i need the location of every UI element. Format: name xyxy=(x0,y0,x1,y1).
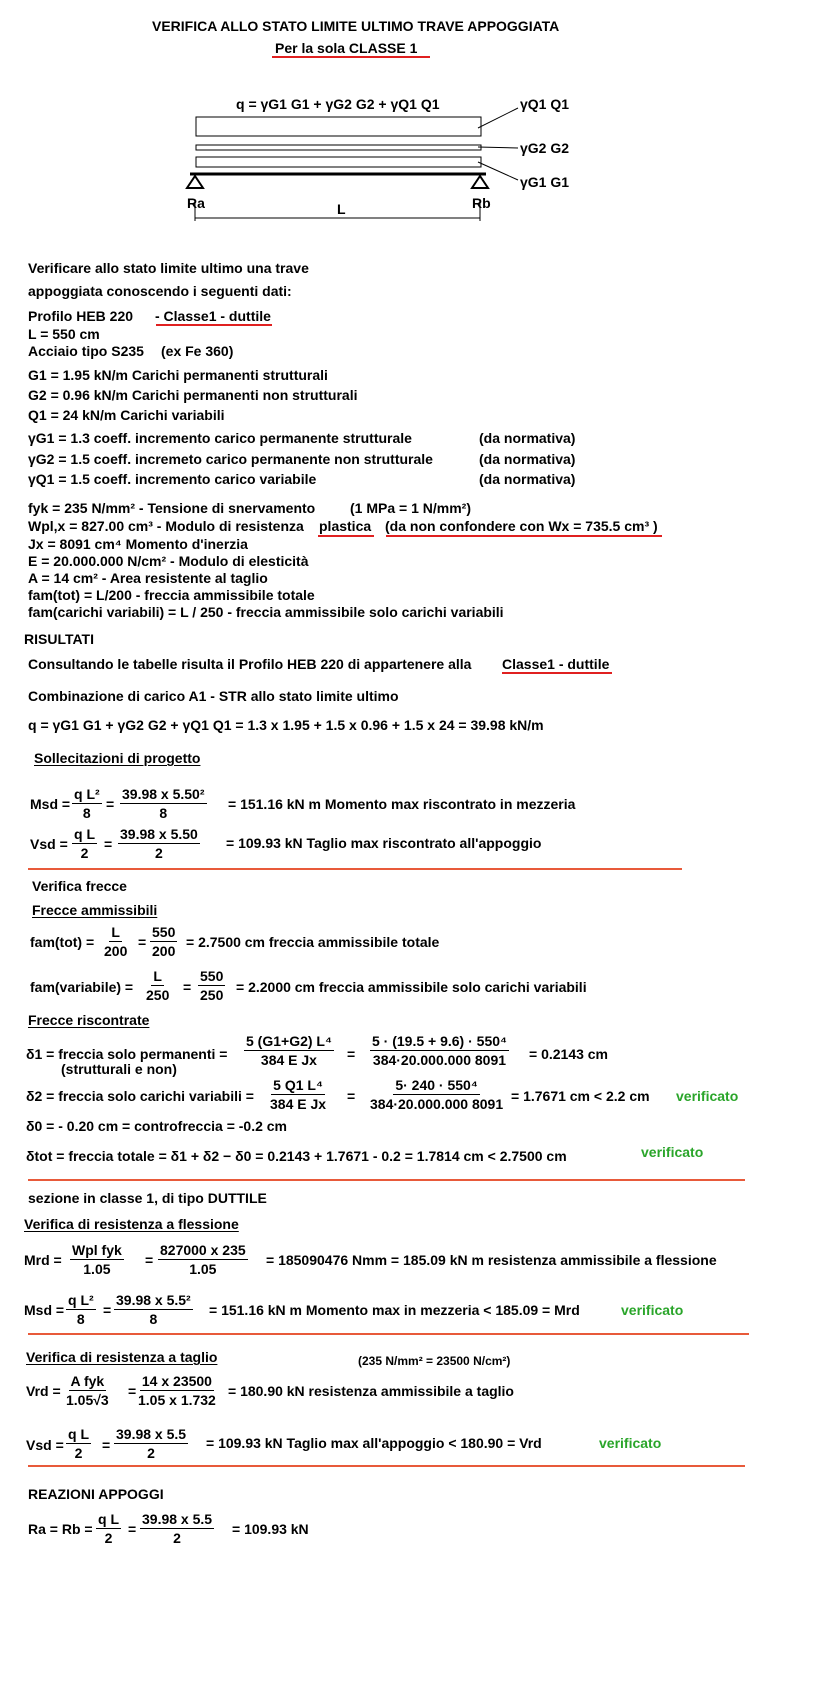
data-l: L = 550 cm xyxy=(28,326,100,342)
section-divider xyxy=(28,1179,745,1181)
vsd-fraction-1: $\frac{\text{q L}}{2}$ xyxy=(74,826,95,861)
sezione-classe: sezione in classe 1, di tipo DUTTILE xyxy=(28,1190,267,1206)
msd-label: Msd = xyxy=(30,796,71,812)
famvar-fraction-1: $\frac{L}{250}$ xyxy=(146,968,170,1003)
vrd-result: = 180.90 kN resistenza ammissibile a taglio xyxy=(228,1383,514,1399)
data-fam-tot: fam(tot) = L/200 - freccia ammissibile totale xyxy=(28,587,315,603)
data-fyk-note: (1 MPa = 1 N/mm²) xyxy=(350,500,471,516)
data-gamma-g1: γG1 = 1.3 coeff. incremento carico permanente strutturale xyxy=(28,430,412,446)
reazioni-result: = 109.93 kN xyxy=(232,1521,309,1537)
data-g2: G2 = 0.96 kN/m Carichi permanenti non strutturali xyxy=(28,387,358,403)
label-span: L xyxy=(337,201,346,217)
results-q-formula: q = γG1 G1 + γG2 G2 + γQ1 Q1 = 1.3 x 1.95 + 1.5 x 0.96 + 1.5 x 24 = 39.98 kN/m xyxy=(28,717,544,733)
delta0-line: δ0 = - 0.20 cm = controfreccia = -0.2 cm xyxy=(26,1118,288,1134)
taglio-heading: Verifica di resistenza a taglio xyxy=(26,1349,218,1365)
taglio-note: (235 N/mm² = 23500 N/cm²) xyxy=(358,1354,511,1368)
page-title: VERIFICA ALLO STATO LIMITE ULTIMO TRAVE APPOGGIATA xyxy=(152,18,560,34)
results-heading: RISULTATI xyxy=(24,631,94,647)
sollecitazioni-heading: Sollecitazioni di progetto xyxy=(34,750,201,766)
flessione-heading: Verifica di resistenza a flessione xyxy=(24,1216,239,1232)
results-combo: Combinazione di carico A1 - STR allo stato limite ultimo xyxy=(28,688,399,704)
results-consult-class: Classe1 - duttile xyxy=(502,656,610,672)
vsd-shear-verificato: verificato xyxy=(599,1435,662,1451)
data-wpl: Wpl,x = 827.00 cm³ - Modulo di resistenza xyxy=(28,518,304,534)
vrd-label: Vrd = xyxy=(26,1383,61,1399)
delta2-fraction-1: $\frac{\text{5 Q1 L⁴}}{\text{384 E Jx}}$ xyxy=(270,1077,327,1112)
results-consult: Consultando le tabelle risulta il Profilo HEB 220 di appartenere alla xyxy=(28,656,472,672)
data-wpl-plastica: plastica xyxy=(319,518,372,534)
reazioni-fraction-2: $\frac{39.98 x 5.5}{2}$ xyxy=(142,1511,213,1546)
label-gamma-g1: γG1 G1 xyxy=(520,174,570,190)
data-classe: - Classe1 - duttile xyxy=(155,308,271,324)
delta1-fraction-2: $\frac{\text{5 · (19.5 + 9.6) · 550⁴}}{384\cdot 20.000.000 8091}$ xyxy=(372,1033,507,1068)
delta1-result: = 0.2143 cm xyxy=(529,1046,609,1062)
support-b xyxy=(472,176,488,188)
section-divider xyxy=(28,868,682,870)
delta2-result: = 1.7671 cm < 2.2 cm xyxy=(511,1088,650,1104)
load-g2-rect xyxy=(196,145,481,150)
msd-flex-fraction-1: $\frac{\text{q L²}}{8}$ xyxy=(68,1292,94,1327)
label-rb: Rb xyxy=(472,195,491,211)
intro-line-2: appoggiata conoscendo i seguenti dati: xyxy=(28,283,292,299)
page-subtitle: Per la sola CLASSE 1 xyxy=(275,40,418,56)
mrd-label: Mrd = xyxy=(24,1252,62,1268)
data-profilo: Profilo HEB 220 xyxy=(28,308,134,324)
delta2-fraction-2: $\frac{\text{5· 240 · 550⁴}}{384\cdot 20.000.000 8091}$ xyxy=(370,1077,504,1112)
famtot-fraction-1: $\frac{L}{200}$ xyxy=(104,924,128,959)
reazioni-label: Ra = Rb = xyxy=(28,1521,93,1537)
famvar-label: fam(variabile) = xyxy=(30,979,134,995)
vsd-shear-result: = 109.93 kN Taglio max all'appoggio < 180.90 = Vrd xyxy=(206,1435,542,1451)
delta1-fraction-1: $\frac{\text{5 (G1+G2) L⁴}}{\text{384 E Jx}}$ xyxy=(246,1033,332,1068)
vsd-fraction-2: $\frac{39.98 x 5.50}{2}$ xyxy=(120,826,198,861)
msd-fraction-2: $\frac{\text{39.98 x 5.50²}}{8}$ xyxy=(122,786,205,821)
vsd-shear-fraction-1: $\frac{\text{q L}}{2}$ xyxy=(68,1426,89,1461)
famtot-fraction-2: $\frac{550}{200}$ xyxy=(152,924,176,959)
data-jx: Jx = 8091 cm⁴ Momento d'inerzia xyxy=(28,536,248,552)
data-wpl-note: (da non confondere con Wx = 735.5 cm³ ) xyxy=(385,518,658,534)
famvar-fraction-2: $\frac{550}{250}$ xyxy=(200,968,224,1003)
load-q1-rect xyxy=(196,117,481,136)
data-e: E = 20.000.000 N/cm² - Modulo di elesticità xyxy=(28,553,309,569)
mrd-result: = 185090476 Nmm = 185.09 kN m resistenza ammissibile a flessione xyxy=(266,1252,717,1268)
msd-fraction-1: $\frac{\text{q L²}}{8}$ xyxy=(74,786,100,821)
vsd-shear-fraction-2: $\frac{39.98 x 5.5}{2}$ xyxy=(116,1426,187,1461)
data-gamma-g2: γG2 = 1.5 coeff. incremeto carico permanente non strutturale xyxy=(28,451,433,467)
frecce-risc-heading: Frecce riscontrate xyxy=(28,1012,150,1028)
famtot-label: fam(tot) = xyxy=(30,934,95,950)
vrd-fraction-2: $\frac{14 x 23500}{1.05 x 1.732}$ xyxy=(138,1373,216,1408)
da-normativa-3: (da normativa) xyxy=(479,471,576,487)
data-fyk: fyk = 235 N/mm² - Tensione di snervamento xyxy=(28,500,316,516)
deltatot-line: δtot = freccia totale = δ1 + δ2 − δ0 = 0.2143 + 1.7671 - 0.2 = 1.7814 cm < 2.7500 cm xyxy=(26,1148,567,1164)
reazioni-fraction-1: $\frac{\text{q L}}{2}$ xyxy=(98,1511,119,1546)
label-gamma-q1: γQ1 Q1 xyxy=(520,96,570,112)
label-gamma-g2: γG2 G2 xyxy=(520,140,570,156)
reazioni-heading: REAZIONI APPOGGI xyxy=(28,1486,164,1502)
frecce-heading: Verifica frecce xyxy=(32,878,127,894)
label-ra: Ra xyxy=(187,195,205,211)
deltatot-verificato: verificato xyxy=(641,1144,704,1160)
msd-flex-fraction-2: $\frac{\text{39.98 x 5.5²}}{8}$ xyxy=(116,1292,191,1327)
mrd-fraction-2: $\frac{827000 x 235}{1.05}$ xyxy=(160,1242,246,1277)
vsd-label: Vsd = xyxy=(30,836,68,852)
da-normativa-2: (da normativa) xyxy=(479,451,576,467)
vsd-shear-label: Vsd = xyxy=(26,1437,64,1453)
data-a: A = 14 cm² - Area resistente al taglio xyxy=(28,570,268,586)
msd-result: = 151.16 kN m Momento max riscontrato in mezzeria xyxy=(228,796,576,812)
support-a xyxy=(187,176,203,188)
section-divider xyxy=(28,1465,745,1467)
delta2-label: δ2 = freccia solo carichi variabili = xyxy=(26,1088,254,1104)
data-g1: G1 = 1.95 kN/m Carichi permanenti strutturali xyxy=(28,367,328,383)
da-normativa-1: (da normativa) xyxy=(479,430,576,446)
data-acciaio-note: (ex Fe 360) xyxy=(161,343,234,359)
beam-diagram xyxy=(180,100,580,225)
load-g1-rect xyxy=(196,157,481,167)
data-q1: Q1 = 24 kN/m Carichi variabili xyxy=(28,407,225,423)
msd-flex-result: = 151.16 kN m Momento max in mezzeria < 185.09 = Mrd xyxy=(209,1302,580,1318)
delta2-verificato: verificato xyxy=(676,1088,739,1104)
vrd-fraction-1: A fyk 1.05√3 xyxy=(66,1373,109,1408)
subtitle-underline xyxy=(272,56,430,58)
section-divider xyxy=(28,1333,749,1335)
data-acciaio: Acciaio tipo S235 xyxy=(28,343,144,359)
load-formula: q = γG1 G1 + γG2 G2 + γQ1 Q1 xyxy=(236,96,440,112)
famtot-result: = 2.7500 cm freccia ammissibile totale xyxy=(186,934,440,950)
frecce-amm-heading: Frecce ammissibili xyxy=(32,902,158,918)
vsd-result: = 109.93 kN Taglio max riscontrato all'appoggio xyxy=(226,835,542,851)
intro-line-1: Verificare allo stato limite ultimo una trave xyxy=(28,260,309,276)
msd-flex-label: Msd = xyxy=(24,1302,65,1318)
mrd-fraction-1: Wpl fyk 1.05 xyxy=(72,1242,122,1277)
data-fam-var: fam(carichi variabili) = L / 250 - freccia ammissibile solo carichi variabili xyxy=(28,604,504,620)
data-gamma-q1: γQ1 = 1.5 coeff. incremento carico variabile xyxy=(28,471,317,487)
msd-flex-verificato: verificato xyxy=(621,1302,684,1318)
delta1-sublabel: (strutturali e non) xyxy=(61,1061,177,1077)
famvar-result: = 2.2000 cm freccia ammissibile solo carichi variabili xyxy=(236,979,587,995)
delta1-label: δ1 = freccia solo permanenti = xyxy=(26,1046,228,1062)
